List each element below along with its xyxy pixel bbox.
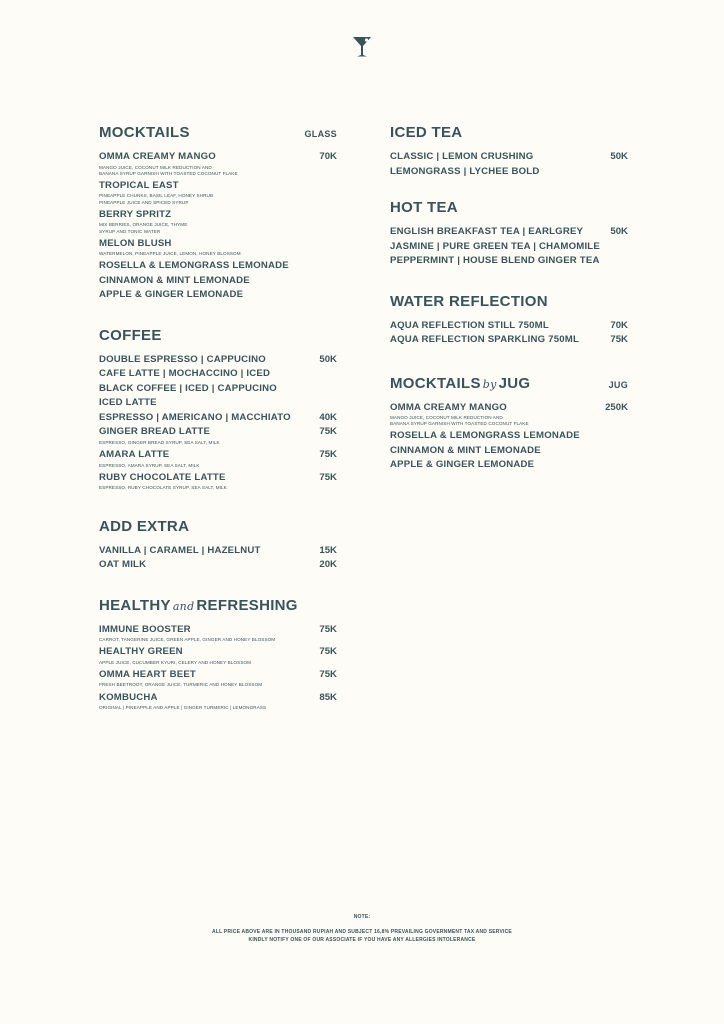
mocktails-jug-section	[390, 375, 628, 473]
menu-item	[99, 425, 337, 448]
item-price: 75K	[610, 334, 628, 345]
item-price: 40K	[319, 411, 337, 423]
item-desc: MANGO JUICE, COCONUT MILK REDUCTION AND	[390, 415, 503, 420]
section-unit: JUG	[608, 379, 628, 390]
item-price: 75K	[319, 471, 337, 483]
item-name: OMMA CREAMY MANGO	[390, 401, 507, 413]
menu-item	[99, 558, 337, 573]
menu-item	[99, 367, 337, 382]
section-title: ICED TEA	[390, 124, 463, 141]
coffee-section	[99, 327, 337, 494]
iced-tea-section	[390, 124, 628, 179]
section-unit: GLASS	[304, 129, 337, 139]
footer-note	[0, 914, 724, 944]
item-name: HEALTHY GREEN	[99, 646, 183, 658]
section-title: COFFEE	[99, 326, 162, 344]
item-desc: CARROT, TANGERINE JUICE, GREEN APPLE, GINGER AND HONEY BLOSSOM	[99, 637, 276, 643]
water-header	[390, 293, 628, 310]
title-word: REFRESHING	[196, 596, 298, 614]
item-desc: SYRUP AND TONIC WATER	[99, 228, 161, 234]
menu-item	[390, 254, 628, 269]
item-name: DOUBLE ESPRESSO | CAPPUCINO	[99, 353, 266, 365]
mocktails-jug-header	[390, 375, 628, 392]
item-name: CAFE LATTE | MOCHACCINO | ICED	[99, 368, 271, 380]
item-name: LEMONGRASS | LYCHEE BOLD	[390, 165, 540, 177]
item-desc: PINEAPPLE CHUNKS, BASIL LEAF, HONEY SHRUB	[99, 193, 214, 199]
section-title: WATER REFLECTION	[390, 292, 548, 310]
section-title: MOCKTAILS	[99, 124, 190, 141]
title-word: MOCKTAILS	[390, 374, 481, 392]
item-name: RUBY CHOCOLATE LATTE	[99, 471, 226, 483]
item-desc: MIX BERRIES, ORANGE JUICE, THYME	[99, 222, 188, 228]
item-name: ENGLISH BREAKFAST TEA | EARLGREY	[390, 226, 584, 237]
item-price: 50K	[610, 151, 628, 162]
item-desc: MANGO JUICE, COCONUT MILK REDUCTION AND	[99, 164, 212, 170]
iced-tea-header	[390, 124, 628, 141]
item-desc: ESPRESSO, AMARA SYRUP, SEA SALT, MILK	[99, 462, 200, 468]
hot-tea-section	[390, 199, 628, 269]
item-name: OAT MILK	[99, 559, 147, 571]
item-price: 15K	[319, 544, 337, 556]
menu-item	[99, 411, 337, 426]
item-name: CINNAMON & MINT LEMONADE	[390, 444, 541, 456]
item-desc: FRESH BEETROOT, ORANGE JUICE, TURMERIC AND HONEY BLOSSOM	[99, 682, 263, 688]
item-desc: BANANA SYRUP GARNISH WITH TOASTED COCONUT FLAKE	[99, 170, 238, 176]
item-price: 75K	[319, 426, 337, 438]
item-name: AQUA REFLECTION STILL 750ML	[390, 319, 549, 331]
item-price: 50K	[319, 353, 337, 365]
note-line: KINDLY NOTIFY ONE OF OUR ASSOCIATE IF YOU HAVE ANY ALLERGIES INTOLERANCE	[248, 936, 476, 943]
water-section	[390, 293, 628, 348]
menu-item	[390, 401, 628, 430]
menu-item	[99, 274, 337, 289]
item-name: OMMA CREAMY MANGO	[99, 151, 216, 162]
item-price: 250K	[605, 401, 628, 413]
menu-item	[99, 448, 337, 471]
menu-item	[390, 333, 628, 348]
item-price: 50K	[610, 226, 628, 237]
section-title	[99, 597, 298, 614]
item-desc: BANANA SYRUP GARNISH WITH TOASTED COCONUT FLAKE	[390, 421, 529, 427]
menu-item	[390, 444, 628, 459]
menu-item	[99, 471, 337, 494]
item-name: ROSELLA & LEMONGRASS LEMONADE	[390, 430, 580, 442]
item-name: CLASSIC | LEMON CRUSHING	[390, 151, 534, 162]
menu-item	[99, 179, 337, 208]
menu-item	[390, 458, 628, 473]
menu-item	[99, 645, 337, 668]
item-name: MELON BLUSH	[99, 237, 172, 249]
item-price: 20K	[319, 559, 337, 571]
add-extra-header	[99, 518, 337, 535]
item-desc: ESPRESSO, RUBY CHOCOLATE SYRUP, SEA SALT, MILK	[99, 485, 227, 491]
item-desc: ESPRESSO, GINGER BREAD SYRUP, SEA SALT, MILK	[99, 439, 220, 445]
menu-item	[390, 429, 628, 444]
title-word: HEALTHY	[99, 596, 171, 614]
item-price: 75K	[319, 646, 337, 658]
item-name: JASMINE | PURE GREEN TEA | CHAMOMILE	[390, 240, 600, 252]
item-name: ROSELLA & LEMONGRASS LEMONADE	[99, 260, 289, 272]
menu-item	[99, 288, 337, 303]
menu-item	[99, 353, 337, 368]
item-name: BERRY SPRITZ	[99, 208, 172, 220]
item-name: KOMBUCHA	[99, 691, 158, 703]
item-price: 70K	[319, 151, 337, 162]
item-name: BLACK COFFEE | ICED | CAPPUCINO	[99, 382, 277, 394]
note-label: NOTE:	[353, 914, 371, 920]
item-price: 75K	[319, 623, 337, 635]
cocktail-glass-icon	[352, 36, 372, 58]
healthy-section	[99, 597, 337, 714]
menu-item	[99, 237, 337, 260]
coffee-header	[99, 327, 337, 344]
menu-item	[99, 691, 337, 714]
menu-item	[99, 208, 337, 237]
menu-item	[99, 623, 337, 646]
menu-item	[390, 319, 628, 334]
menu-item	[99, 150, 337, 179]
item-name: ICED LATTE	[99, 397, 157, 409]
item-desc: ORIGINAL | PINEAPPLE AND APPLE | GINGER TURMERIC | LEMONGRASS	[99, 705, 267, 711]
item-name: APPLE & GINGER LEMONADE	[99, 289, 244, 301]
left-column	[99, 124, 337, 713]
menu-item	[390, 150, 628, 165]
section-title: HOT TEA	[390, 199, 458, 216]
menu-item	[390, 165, 628, 180]
item-name: TROPICAL EAST	[99, 179, 179, 191]
item-name: GINGER BREAD LATTE	[99, 426, 211, 438]
item-name: PEPPERMINT | HOUSE BLEND GINGER TEA	[390, 255, 600, 266]
section-title: ADD EXTRA	[99, 517, 190, 535]
menu-item	[99, 544, 337, 559]
hot-tea-header	[390, 199, 628, 216]
right-column	[390, 124, 628, 473]
item-name: IMMUNE BOOSTER	[99, 623, 191, 635]
item-desc: APPLE JUICE, CUCUMBER KYURI, CELERY AND HONEY BLOSSOM	[99, 659, 252, 665]
menu-item	[99, 396, 337, 411]
section-title	[390, 375, 530, 392]
item-name: ESPRESSO | AMERICANO | MACCHIATO	[99, 411, 291, 423]
item-name: AQUA REFLECTION SPARKLING 750ML	[390, 334, 580, 345]
mocktails-header	[99, 124, 337, 141]
item-name: VANILLA | CARAMEL | HAZELNUT	[99, 544, 261, 556]
menu-item	[99, 668, 337, 691]
add-extra-section	[99, 518, 337, 573]
title-script: and	[172, 599, 195, 613]
item-desc: WATERMELON, PINEAPPLE JUICE, LEMON, HONEY BLOSSOM	[99, 251, 241, 257]
healthy-header	[99, 597, 337, 614]
item-price: 70K	[610, 319, 628, 331]
menu-item	[99, 259, 337, 274]
mocktails-section	[99, 124, 337, 303]
item-name: CINNAMON & MINT LEMONADE	[99, 274, 250, 286]
item-name: OMMA HEART BEET	[99, 668, 196, 680]
title-script: by	[482, 377, 497, 391]
item-name: APPLE & GINGER LEMONADE	[390, 459, 535, 471]
title-word: JUG	[498, 374, 531, 392]
note-line: ALL PRICE ABOVE ARE IN THOUSAND RUPIAH AND SUBJECT 16,8% PREVAILING GOVERNMENT TAX AND SERVICE	[212, 929, 512, 935]
item-price: 75K	[319, 668, 337, 680]
item-price: 75K	[319, 449, 337, 461]
item-desc: PINEAPPLE JUICE AND SPICED SYRUP	[99, 199, 189, 205]
menu-item	[390, 225, 628, 240]
menu-item	[99, 382, 337, 397]
item-price: 85K	[319, 691, 337, 703]
item-name: AMARA LATTE	[99, 449, 170, 461]
menu-item	[390, 240, 628, 255]
